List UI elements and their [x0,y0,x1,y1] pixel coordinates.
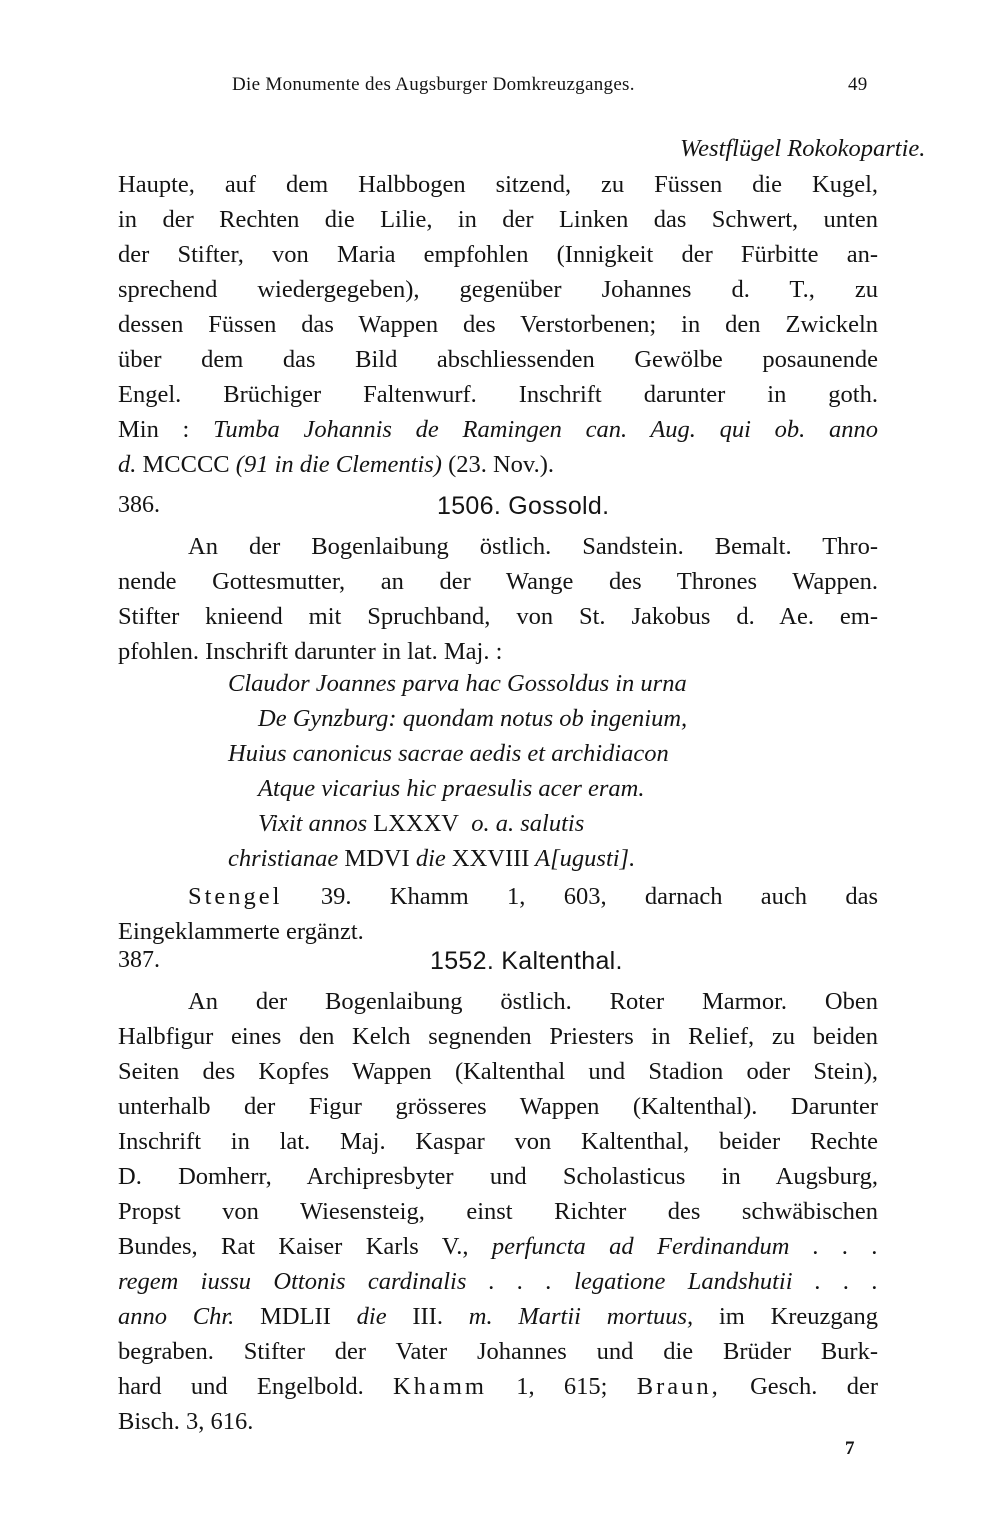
inscription-text: (91 in die Clementis) [235,451,442,478]
text-roman: III. [412,1303,443,1330]
running-header-title: Die Monumente des Augsburger Domkreuzganges. [232,74,635,95]
text-line: Eingeklammerte ergänzt. [118,918,364,945]
text-line: Engel. Brüchiger Faltenwurf. Inschrift darunter in goth. [118,381,878,408]
text-roman: hard und Engelbold. [118,1373,364,1400]
inscription-text: d. [118,451,137,478]
inscription-date: (23. Nov.). [448,451,554,478]
text-line: Inschrift in lat. Maj. Kaspar von Kaltenthal, beider Rechte [118,1128,878,1155]
poem-line: Claudor Joannes parva hac Gossoldus in urna [228,670,687,697]
text-line: unterhalb der Figur grösseres Wappen (Kaltenthal). Darunter [118,1093,878,1120]
text-line: begraben. Stifter der Vater Johannes und die Brüder Burk- [118,1338,878,1365]
inscription-text: Tumba Johannis de Ramingen can. Aug. qui ob. anno [213,416,878,443]
text-line: nende Gottesmutter, an der Wange des Thrones Wappen. [118,568,878,595]
reference-author: Khamm [393,1373,487,1400]
page-number: 49 [848,74,868,95]
inscription-year: MCCCC [142,451,230,478]
text-line [118,1230,878,1264]
entry-heading: 1552. Kaltenthal. [430,947,623,975]
entry-heading: 1506. Gossold. [437,492,610,520]
text-italic: m. Martii mortuus, [468,1303,694,1330]
poem-line: De Gynzburg: quondam notus ob ingenium, [258,705,688,732]
poem-line [258,810,584,838]
text-line: Seiten des Kopfes Wappen (Kaltenthal und Stadion oder Stein), [118,1058,878,1085]
text-line: über dem das Bild abschliessenden Gewölbe posaunende [118,346,878,373]
poem-line: Huius canonicus sacrae aedis et archidiacon [228,740,669,767]
reference-line [118,1370,878,1404]
text-line: der Stifter, von Maria empfohlen (Innigkeit der Fürbitte an- [118,241,878,268]
text-line: An der Bogenlaibung östlich. Roter Marmor. Oben [188,988,878,1015]
text-line: Bisch. 3, 616. [118,1408,254,1435]
text-line: Halbfigur eines den Kelch segnenden Priesters in Relief, zu beiden [118,1023,878,1050]
poem-text: christianae [228,845,339,872]
text-line [118,1300,878,1334]
poem-numeral: MDVI [344,845,410,872]
text-italic: perfuncta ad Ferdinandum . . . [491,1233,878,1260]
poem-text: o. a. salutis [471,810,585,837]
text-line: Haupte, auf dem Halbbogen sitzend, zu Füssen die Kugel, [118,171,878,198]
text-roman: 1, 615; [516,1373,608,1400]
poem-text: Vixit annos [258,810,368,837]
text-roman: Bundes, Rat Kaiser Karls V., [118,1233,469,1260]
text-line: dessen Füssen das Wappen des Verstorbenen; in den Zwickeln [118,311,878,338]
sheet-signature: 7 [845,1438,855,1459]
text-italic: anno Chr. [118,1303,235,1330]
text-line: Stifter knieend mit Spruchband, von St. Jakobus d. Ae. em- [118,603,878,630]
reference-line [188,880,878,914]
poem-numeral: LXXXV [373,810,459,837]
inscription-line [118,413,878,447]
poem-numeral: XXVIII [451,845,530,872]
text-line: in der Rechten die Lilie, in der Linken das Schwert, unten [118,206,878,233]
text-line: regem iussu Ottonis cardinalis . . . legatione Landshutii . . . [118,1268,878,1295]
reference-text: 39. Khamm 1, 603, darnach auch das [320,883,879,910]
poem-text: die [415,845,446,872]
inscription-line [118,448,878,482]
text-line: An der Bogenlaibung östlich. Sandstein. Bemalt. Thro- [188,533,878,560]
entry-number: 386. [118,492,160,518]
text-roman: MDLII [260,1303,331,1330]
text-roman: Gesch. der [750,1373,878,1400]
text-line: D. Domherr, Archipresbyter und Scholasticus in Augsburg, [118,1163,878,1190]
reference-author: Stengel [188,883,283,910]
text-line: pfohlen. Inschrift darunter in lat. Maj. : [118,638,503,665]
section-heading: Westflügel Rokokopartie. [680,135,926,162]
text-line: sprechend wiedergegeben), gegenüber Johannes d. T., zu [118,276,878,303]
entry-number: 387. [118,947,160,973]
text-roman: im Kreuzgang [718,1303,879,1330]
inscription-prefix: Min : [118,416,190,443]
poem-text: A[ugusti]. [535,845,636,872]
poem-line [228,845,635,873]
text-line: Propst von Wiesensteig, einst Richter des schwäbischen [118,1198,878,1225]
poem-line: Atque vicarius hic praesulis acer eram. [258,775,645,802]
text-italic: die [356,1303,387,1330]
reference-author: Braun, [636,1373,721,1400]
